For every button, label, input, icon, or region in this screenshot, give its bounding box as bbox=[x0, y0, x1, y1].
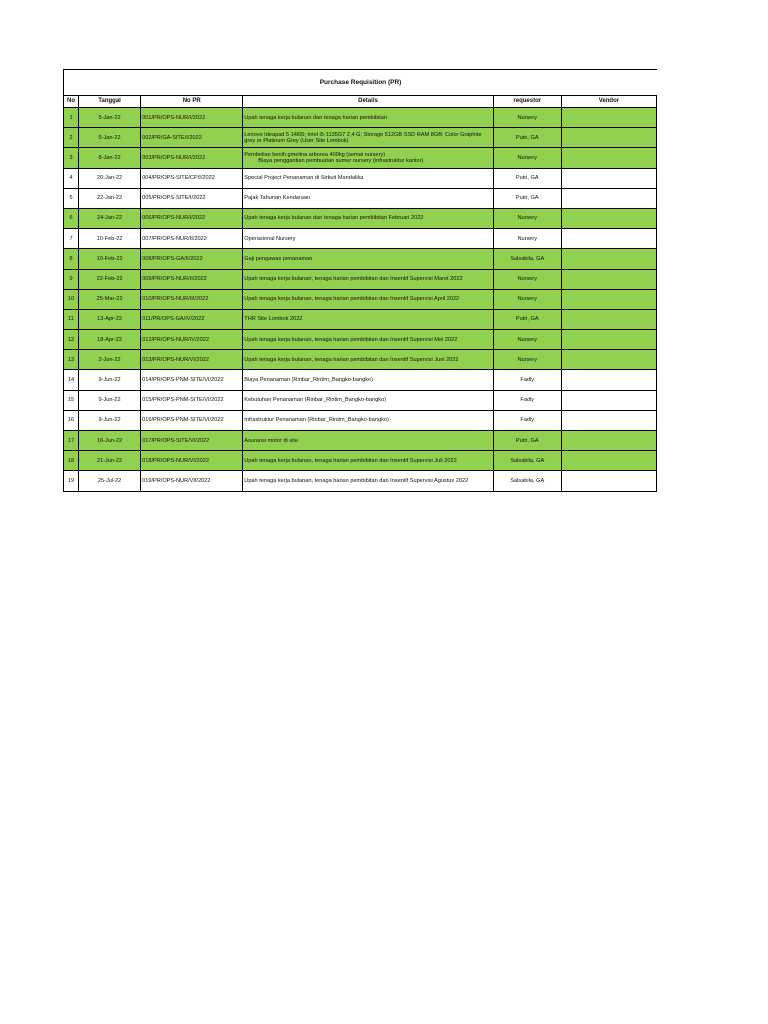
cell-vendor[interactable] bbox=[561, 269, 656, 289]
cell-no[interactable]: 13 bbox=[64, 350, 79, 370]
cell-requestor[interactable]: Fadly bbox=[493, 370, 561, 390]
cell-requestor[interactable]: Salsabila, GA bbox=[493, 249, 561, 269]
cell-requestor[interactable]: Nursery bbox=[493, 108, 561, 128]
table-row[interactable] bbox=[64, 148, 657, 168]
cell-tanggal[interactable]: 25-Mar-22 bbox=[79, 289, 141, 309]
table-row[interactable] bbox=[64, 229, 657, 249]
cell-vendor[interactable] bbox=[561, 410, 656, 430]
cell-no-pr[interactable]: 009/PR/OPS-NUR/II/2022 bbox=[141, 269, 243, 289]
cell-details[interactable] bbox=[243, 148, 493, 168]
cell-details[interactable]: Upah tenaga kerja bulanan, tenaga harian pembibitan dan Insentif Supervisi Mei 2022 bbox=[243, 330, 493, 350]
cell-tanggal[interactable]: 10-Feb-22 bbox=[79, 229, 141, 249]
cell-vendor[interactable] bbox=[561, 128, 656, 148]
cell-no[interactable]: 15 bbox=[64, 390, 79, 410]
cell-requestor[interactable]: Putri, GA bbox=[493, 128, 561, 148]
cell-details[interactable]: Kebutuhan Penanaman (Rinbar_Rintim_Bangko-bangko) bbox=[243, 390, 493, 410]
cell-tanggal[interactable]: 18-Apr-22 bbox=[79, 330, 141, 350]
cell-vendor[interactable] bbox=[561, 148, 656, 168]
cell-details[interactable]: Infrastruktur Penanaman (Rinbar_Rintim_Bangko-bangko) bbox=[243, 410, 493, 430]
cell-details[interactable]: Upah tenaga kerja bulanan dan tenaga harian pembibitan bbox=[243, 108, 493, 128]
cell-requestor[interactable]: Nursery bbox=[493, 330, 561, 350]
cell-no[interactable]: 1 bbox=[64, 108, 79, 128]
cell-vendor[interactable] bbox=[561, 108, 656, 128]
cell-vendor[interactable] bbox=[561, 249, 656, 269]
cell-tanggal[interactable]: 22-Feb-22 bbox=[79, 269, 141, 289]
cell-no-pr[interactable]: 006/PR/OPS-NUR/I/2022 bbox=[141, 208, 243, 228]
cell-no-pr[interactable]: 018/PR/OPS-NUR/VI/2022 bbox=[141, 451, 243, 471]
cell-no[interactable]: 7 bbox=[64, 229, 79, 249]
table-row[interactable] bbox=[64, 471, 657, 491]
cell-no-pr[interactable]: 013/PR/OPS-NUR/VI/2022 bbox=[141, 350, 243, 370]
cell-no[interactable]: 3 bbox=[64, 148, 79, 168]
cell-requestor[interactable]: Nursery bbox=[493, 148, 561, 168]
cell-vendor[interactable] bbox=[561, 289, 656, 309]
cell-details[interactable]: Upah tenaga kerja bulanan, tenaga harian pembibitan dan Insentif Supervisi Juli 2022 bbox=[243, 451, 493, 471]
cell-requestor[interactable]: Nursery bbox=[493, 269, 561, 289]
table-row[interactable] bbox=[64, 431, 657, 451]
table-row[interactable] bbox=[64, 370, 657, 390]
cell-vendor[interactable] bbox=[561, 350, 656, 370]
cell-no-pr[interactable]: 012/PR/OPS-NUR/IV/2022 bbox=[141, 330, 243, 350]
table-row[interactable] bbox=[64, 249, 657, 269]
cell-tanggal[interactable]: 10-Feb-22 bbox=[79, 249, 141, 269]
pr-table bbox=[63, 95, 657, 492]
header-requestor: requestor bbox=[493, 96, 561, 108]
cell-no-pr[interactable]: 017/PR/OPS-SITE/VI/2022 bbox=[141, 431, 243, 451]
cell-no-pr[interactable]: 004/PR/OPS-SITE/CP/I/2022 bbox=[141, 168, 243, 188]
sheet-title: Purchase Requisition (PR) bbox=[63, 69, 657, 95]
cell-no[interactable]: 11 bbox=[64, 309, 79, 329]
header-no-pr: No PR bbox=[141, 96, 243, 108]
cell-requestor[interactable]: Putri, GA bbox=[493, 168, 561, 188]
cell-no-pr[interactable]: 003/PR/OPS-NUR/I/2022 bbox=[141, 148, 243, 168]
cell-details[interactable]: Special Project Penanaman di Sirkuit Mandalika bbox=[243, 168, 493, 188]
cell-tanggal[interactable]: 22-Jan-22 bbox=[79, 188, 141, 208]
cell-no-pr[interactable]: 011/PR/OPS-GA/IV/2022 bbox=[141, 309, 243, 329]
table-row[interactable] bbox=[64, 309, 657, 329]
table-row[interactable] bbox=[64, 390, 657, 410]
table-row[interactable] bbox=[64, 451, 657, 471]
cell-tanggal[interactable]: 21-Jun-22 bbox=[79, 451, 141, 471]
header-details: Details bbox=[243, 96, 493, 108]
cell-tanggal[interactable]: 5-Jan-22 bbox=[79, 128, 141, 148]
table-row[interactable] bbox=[64, 208, 657, 228]
cell-details[interactable]: Operasional Nursery bbox=[243, 229, 493, 249]
cell-vendor[interactable] bbox=[561, 471, 656, 491]
cell-requestor[interactable]: Fadly bbox=[493, 410, 561, 430]
cell-details[interactable]: Upah tenaga kerja bulanan dan tenaga harian pembibitan Februari 2022 bbox=[243, 208, 493, 228]
cell-details[interactable]: Upah tenaga kerja bulanan, tenaga harian pembibitan dan Insentif Supervisi Maret 2022 bbox=[243, 269, 493, 289]
cell-requestor[interactable]: Salsabila, GA bbox=[493, 471, 561, 491]
cell-details[interactable]: Upah tenaga kerja bulanan, tenaga harian pembibitan dan Insentif Supervisi Juni 2022 bbox=[243, 350, 493, 370]
cell-no-pr[interactable]: 019/PR/OPS-NUR/VII/2022 bbox=[141, 471, 243, 491]
cell-tanggal[interactable]: 13-Apr-22 bbox=[79, 309, 141, 329]
cell-no-pr[interactable]: 007/PR/OPS-NUR/II/2022 bbox=[141, 229, 243, 249]
purchase-requisition-sheet bbox=[63, 69, 657, 492]
cell-details[interactable]: Pajak Tahunan Kendaraan bbox=[243, 188, 493, 208]
cell-no[interactable]: 19 bbox=[64, 471, 79, 491]
cell-vendor[interactable] bbox=[561, 229, 656, 249]
cell-vendor[interactable] bbox=[561, 208, 656, 228]
table-row[interactable] bbox=[64, 410, 657, 430]
cell-details[interactable]: Asuransi motor di site bbox=[243, 431, 493, 451]
cell-no-pr[interactable]: 001/PR/OPS-NUR/I/2022 bbox=[141, 108, 243, 128]
cell-vendor[interactable] bbox=[561, 431, 656, 451]
cell-no-pr[interactable]: 016/PR/OPS-PNM-SITE/VI/2022 bbox=[141, 410, 243, 430]
cell-vendor[interactable] bbox=[561, 330, 656, 350]
header-no: No bbox=[64, 96, 79, 108]
cell-vendor[interactable] bbox=[561, 370, 656, 390]
table-row[interactable] bbox=[64, 289, 657, 309]
cell-tanggal[interactable]: 5-Jan-22 bbox=[79, 108, 141, 128]
cell-tanggal[interactable]: 9-Jun-22 bbox=[79, 410, 141, 430]
cell-tanggal[interactable]: 9-Jun-22 bbox=[79, 390, 141, 410]
table-row[interactable] bbox=[64, 330, 657, 350]
cell-no[interactable]: 6 bbox=[64, 208, 79, 228]
details-line: Pembelian benih gmelina arborea 400kg (semai nursery) bbox=[244, 151, 386, 158]
cell-requestor[interactable]: Putri, GA bbox=[493, 431, 561, 451]
cell-requestor[interactable]: Nursery bbox=[493, 289, 561, 309]
header-vendor: Vendor bbox=[561, 96, 656, 108]
cell-no-pr[interactable]: 015/PR/OPS-PNM-SITE/VI/2022 bbox=[141, 390, 243, 410]
cell-details[interactable]: Upah tenaga kerja bulanan, tenaga harian pembibitan dan Insentif Supervisi Agustus 2022 bbox=[243, 471, 493, 491]
cell-no[interactable]: 5 bbox=[64, 188, 79, 208]
cell-tanggal[interactable]: 9-Jun-22 bbox=[79, 370, 141, 390]
cell-tanggal[interactable]: 8-Jan-22 bbox=[79, 148, 141, 168]
cell-requestor[interactable]: Nursery bbox=[493, 350, 561, 370]
cell-requestor[interactable]: Putri, GA bbox=[493, 309, 561, 329]
table-row[interactable] bbox=[64, 168, 657, 188]
cell-requestor[interactable]: Fadly bbox=[493, 390, 561, 410]
cell-no-pr[interactable]: 005/PR/OPS-SITE/I/2022 bbox=[141, 188, 243, 208]
table-row[interactable] bbox=[64, 350, 657, 370]
cell-no[interactable]: 9 bbox=[64, 269, 79, 289]
cell-requestor[interactable]: Nursery bbox=[493, 229, 561, 249]
table-row[interactable] bbox=[64, 188, 657, 208]
cell-requestor[interactable]: Salsabila, GA bbox=[493, 451, 561, 471]
cell-no-pr[interactable]: 010/PR/OPS-NUR/III/2022 bbox=[141, 289, 243, 309]
cell-no[interactable]: 10 bbox=[64, 289, 79, 309]
cell-no[interactable]: 2 bbox=[64, 128, 79, 148]
table-row[interactable] bbox=[64, 128, 657, 148]
cell-tanggal[interactable]: 20-Jan-22 bbox=[79, 168, 141, 188]
cell-no[interactable]: 16 bbox=[64, 410, 79, 430]
table-body bbox=[64, 108, 657, 492]
cell-requestor[interactable]: Putri, GA bbox=[493, 188, 561, 208]
cell-tanggal[interactable]: 24-Jan-22 bbox=[79, 208, 141, 228]
cell-no[interactable]: 8 bbox=[64, 249, 79, 269]
cell-tanggal[interactable]: 16-Jun-22 bbox=[79, 431, 141, 451]
cell-no[interactable]: 14 bbox=[64, 370, 79, 390]
cell-no[interactable]: 17 bbox=[64, 431, 79, 451]
cell-no-pr[interactable]: 008/PR/OPS-GA/II/2022 bbox=[141, 249, 243, 269]
table-row[interactable] bbox=[64, 269, 657, 289]
cell-no-pr[interactable]: 014/PR/OPS-PNM-SITE/VI/2022 bbox=[141, 370, 243, 390]
cell-details[interactable]: Biaya Penanaman (Rinbar_Rintim_Bangko-bangko) bbox=[243, 370, 493, 390]
cell-requestor[interactable]: Nursery bbox=[493, 208, 561, 228]
cell-vendor[interactable] bbox=[561, 188, 656, 208]
cell-tanggal[interactable]: 2-Jun-22 bbox=[79, 350, 141, 370]
cell-vendor[interactable] bbox=[561, 168, 656, 188]
table-header-row bbox=[64, 96, 657, 108]
cell-details[interactable]: THR Site Lombok 2022 bbox=[243, 309, 493, 329]
cell-details[interactable]: Gaji pengawas penanaman bbox=[243, 249, 493, 269]
table-row[interactable] bbox=[64, 108, 657, 128]
cell-details[interactable]: Upah tenaga kerja bulanan, tenaga harian pembibitan dan Insentif Supervisi April 2022 bbox=[243, 289, 493, 309]
cell-details[interactable]: Lenovo Ideapad 5 14l05; Intel i5-1135G7 2,4 G; Storage 512GB SSD RAM 8GB; Color Graphite grey or Platinum Grey (User Site Lombok) bbox=[243, 128, 493, 148]
cell-tanggal[interactable]: 25-Jul-22 bbox=[79, 471, 141, 491]
header-tanggal: Tanggal bbox=[79, 96, 141, 108]
cell-no[interactable]: 4 bbox=[64, 168, 79, 188]
cell-vendor[interactable] bbox=[561, 309, 656, 329]
cell-vendor[interactable] bbox=[561, 390, 656, 410]
cell-no[interactable]: 18 bbox=[64, 451, 79, 471]
cell-no-pr[interactable]: 002/PR/GA-SITE/I/2022 bbox=[141, 128, 243, 148]
cell-vendor[interactable] bbox=[561, 451, 656, 471]
details-line: Biaya penggantian pembuatan sumur nursery (infrastruktur kantor) bbox=[258, 157, 424, 164]
cell-no[interactable]: 12 bbox=[64, 330, 79, 350]
